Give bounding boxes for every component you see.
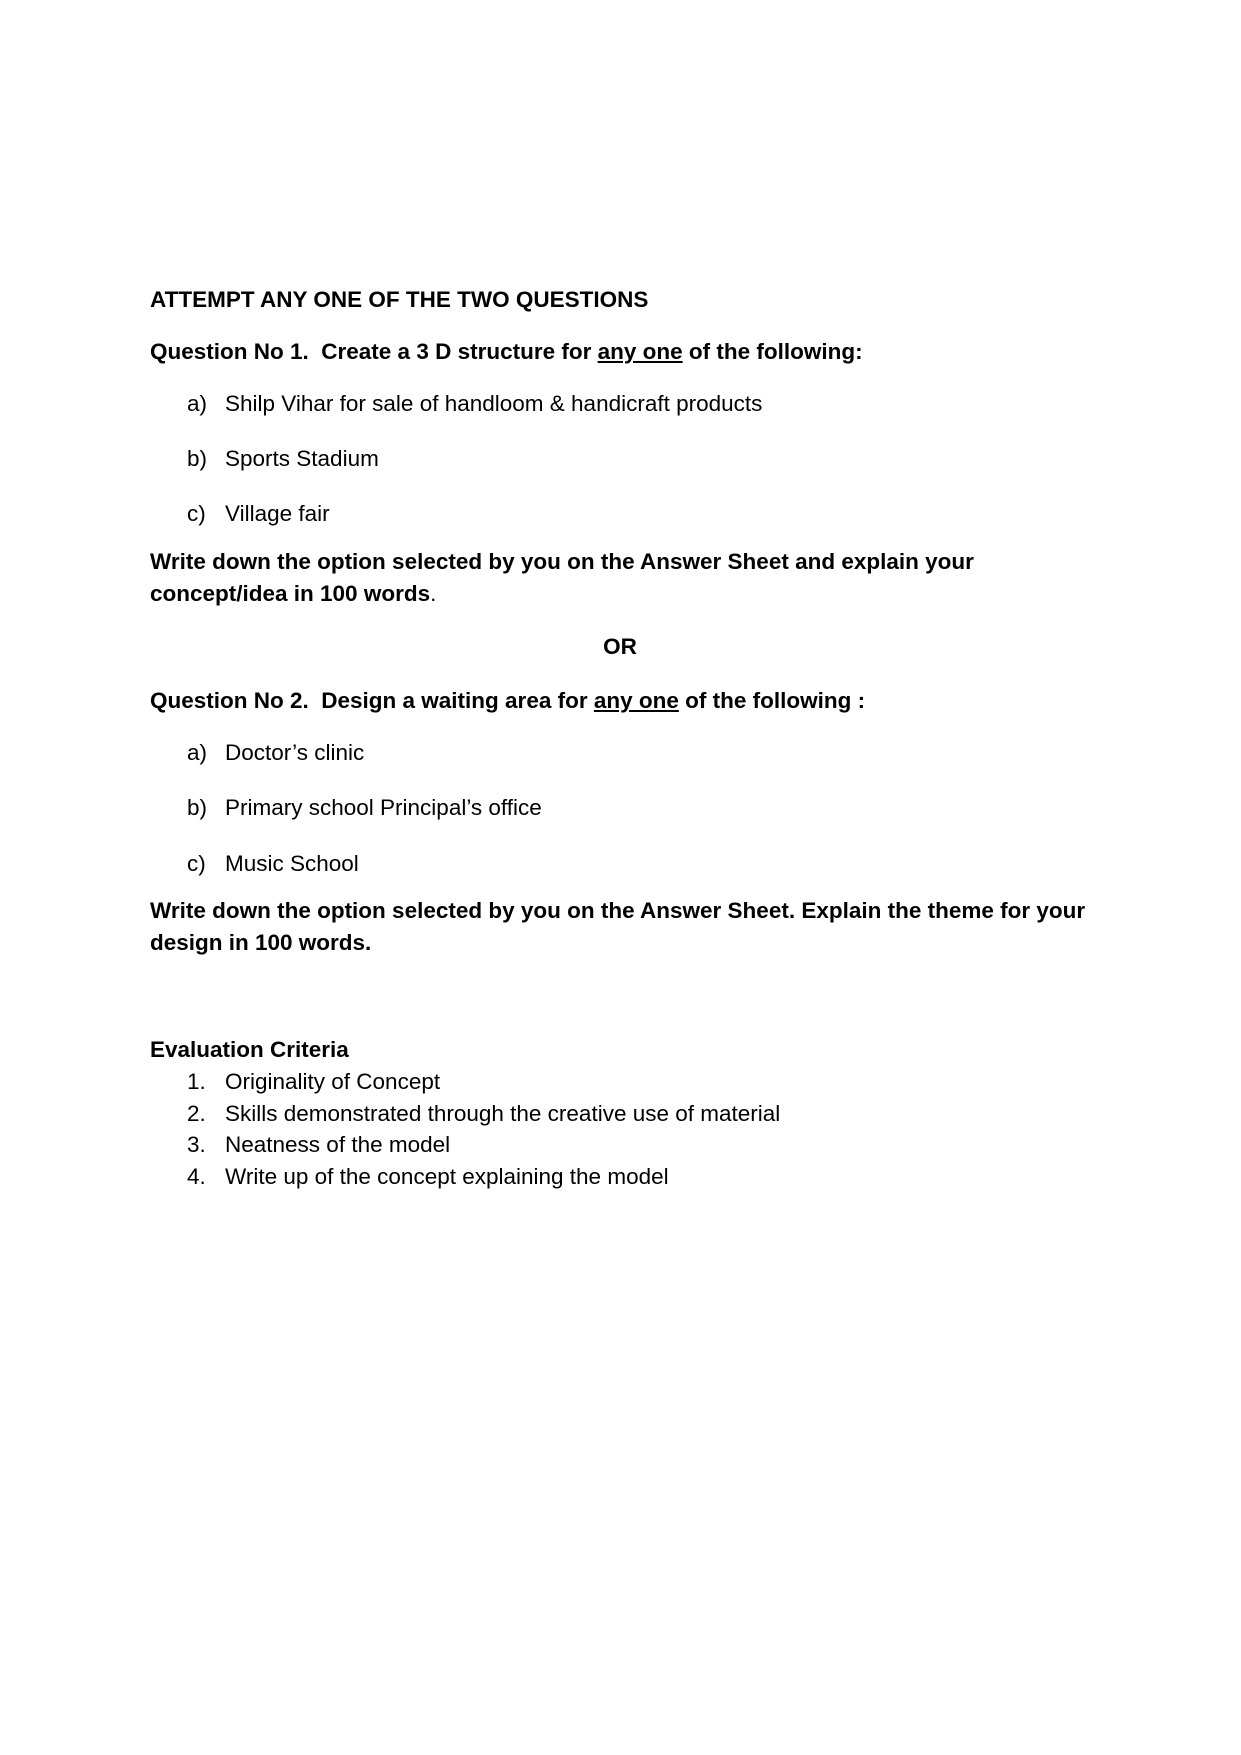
list-text: Write up of the concept explaining the model	[225, 1163, 669, 1189]
evaluation-item	[187, 1161, 780, 1193]
option-text: Music School	[225, 851, 359, 876]
list-text: Originality of Concept	[225, 1069, 441, 1094]
option-text: Primary school Principal’s office	[225, 795, 542, 820]
question-2-instruction: Write down the option selected by you on the Answer Sheet. Explain the theme for your design in 100 words.	[150, 898, 1086, 955]
evaluation-item	[187, 1098, 780, 1130]
question-1-option-b	[187, 444, 379, 474]
or-separator: OR	[603, 634, 637, 659]
question-1-option-c	[187, 499, 330, 529]
option-text: Shilp Vihar for sale of handloom & handicraft products	[225, 391, 763, 416]
option-marker: b)	[187, 795, 208, 820]
question-2-title	[150, 685, 1110, 717]
question-2-suffix: of the following :	[678, 688, 866, 713]
option-marker: c)	[187, 501, 206, 526]
question-1-instruction-tail: .	[430, 581, 437, 606]
option-marker: c)	[187, 851, 206, 876]
question-2-option-b	[187, 793, 542, 823]
question-1-instruction-text: Write down the option selected by you on the Answer Sheet and explain your concept/idea in 100 words	[150, 549, 974, 606]
list-text: Neatness of the model	[225, 1132, 451, 1157]
list-number: 3.	[187, 1132, 206, 1157]
question-1-suffix: of the following:	[682, 339, 863, 364]
list-number: 2.	[187, 1100, 206, 1126]
question-2-prefix: Question No 2. Design a waiting area for	[150, 688, 594, 713]
option-text: Village fair	[225, 501, 330, 526]
evaluation-item	[187, 1066, 780, 1098]
question-1-prefix: Question No 1. Create a 3 D structure for	[150, 339, 598, 364]
option-text: Doctor’s clinic	[225, 740, 365, 765]
page-heading: ATTEMPT ANY ONE OF THE TWO QUESTIONS	[150, 287, 649, 312]
question-1-instruction	[150, 546, 1100, 610]
list-number: 1.	[187, 1069, 206, 1094]
list-number: 4.	[187, 1163, 206, 1189]
question-1-option-a	[187, 389, 762, 419]
evaluation-title: Evaluation Criteria	[150, 1037, 349, 1062]
question-2-emphasis: any one	[593, 688, 679, 713]
list-text: Skills demonstrated through the creative use of material	[225, 1100, 781, 1126]
option-marker: b)	[187, 446, 208, 471]
evaluation-list	[187, 1066, 780, 1192]
question-1-title	[150, 336, 1110, 368]
question-2-option-a	[187, 738, 364, 768]
option-text: Sports Stadium	[225, 446, 379, 471]
option-marker: a)	[187, 740, 208, 765]
question-1-emphasis: any one	[597, 339, 683, 364]
evaluation-item	[187, 1129, 780, 1161]
question-2-option-c	[187, 849, 359, 879]
option-marker: a)	[187, 391, 208, 416]
